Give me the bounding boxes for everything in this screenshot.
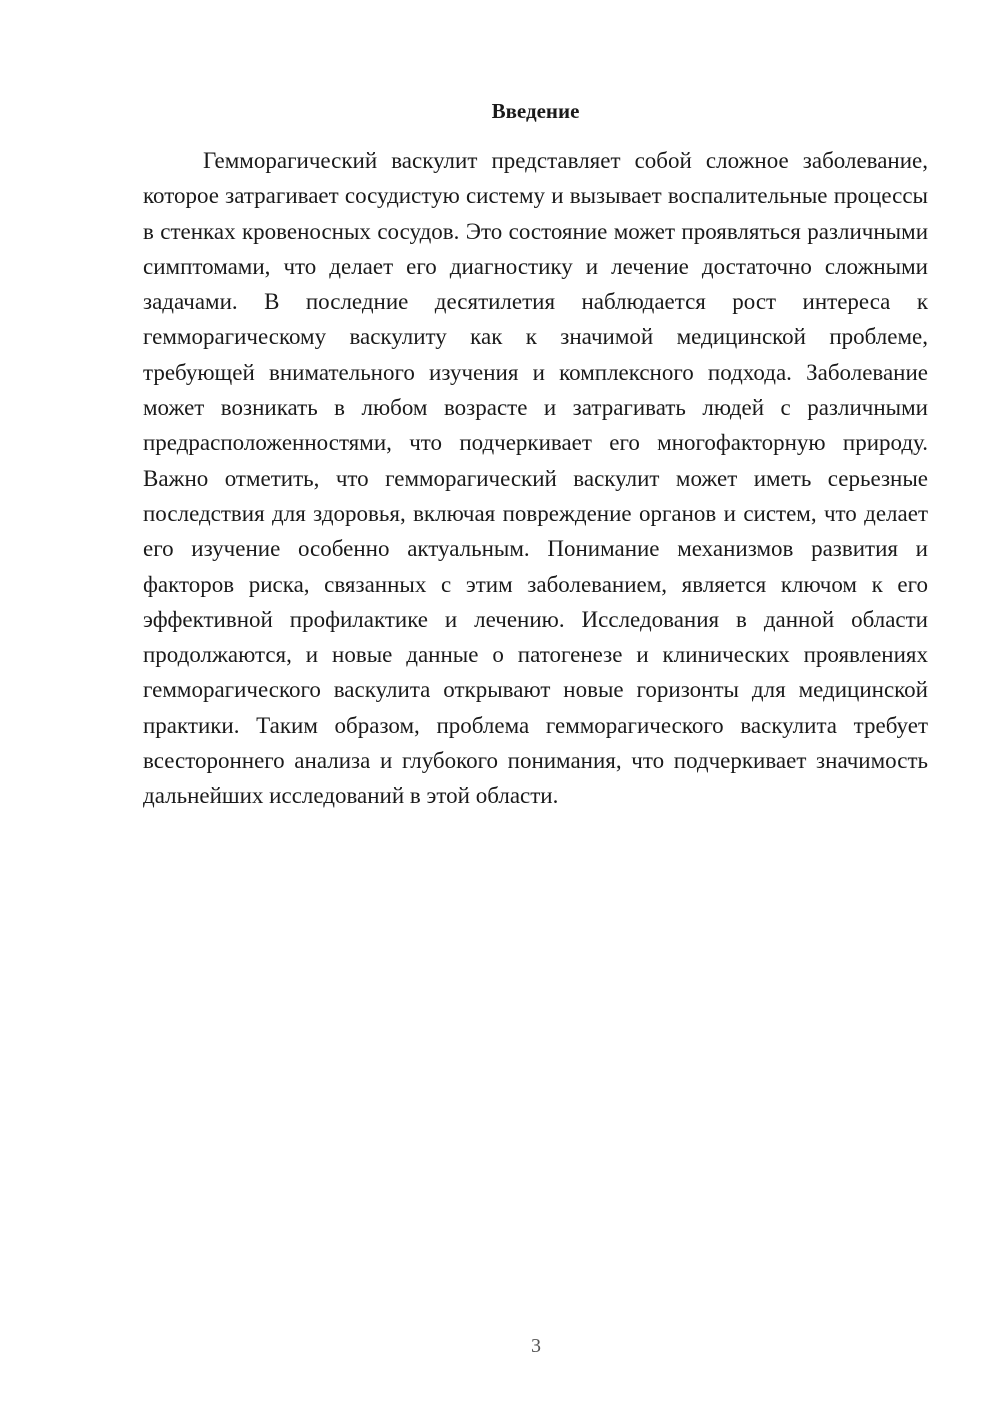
section-heading: Введение — [491, 99, 580, 123]
page-number: 3 — [531, 1335, 541, 1357]
body-paragraph: Гемморагический васкулит представляет собой сложное заболевание, которое затрагивает сосудистую систему и вызывает воспалительные процессы в стенках кровеносных сосудов. Это состояние может проявляться различными симптомами, что делает его диагностику и лечение достаточно сложными задачами. В последние десятилетия наблюдается рост интереса к гемморагическому васкулиту как к значимой медицинской проблеме, требующей внимательного изучения и комплексного подхода. Заболевание может возникать в любом возрасте и затрагивать людей с различными предрасположенностями, что подчеркивает его многофакторную природу. Важно отметить, что гемморагический васкулит может иметь серьезные последствия для здоровья, включая повреждение органов и систем, что делает его изучение особенно актуальным. Понимание механизмов развития и факторов риска, связанных с этим заболеванием, является ключом к его эффективной профилактике и лечению. Исследования в данной области продолжаются, и новые данные о патогенезе и клинических проявлениях гемморагического васкулита открывают новые горизонты для медицинской практики. Таким образом, проблема гемморагического васкулита требует всестороннего анализа и глубокого понимания, что подчеркивает значимость дальнейших исследований в этой области. — [143, 148, 928, 809]
